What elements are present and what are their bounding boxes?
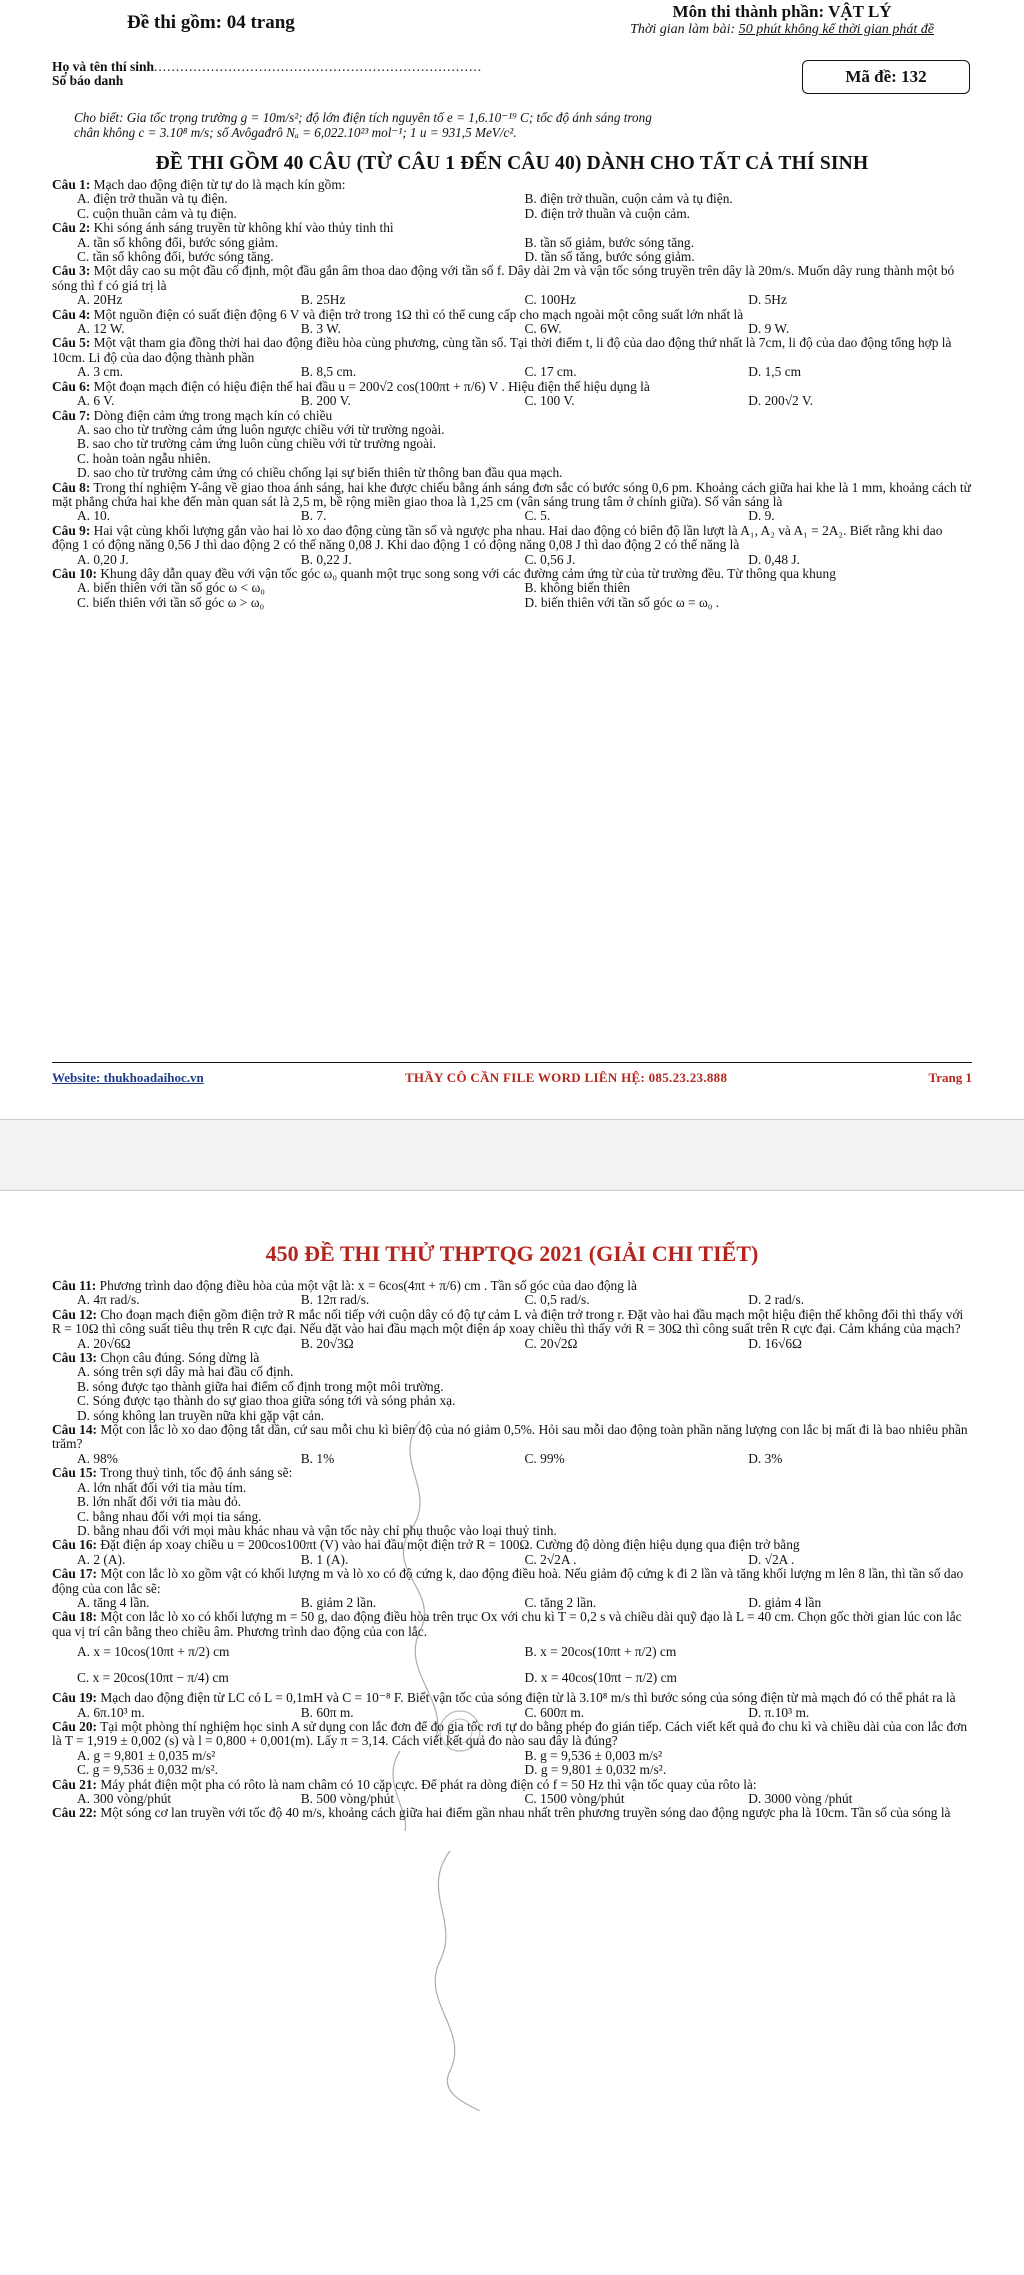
sbd-label: Số báo danh <box>52 73 124 88</box>
question-text: Hai vật cùng khối lượng gắn vào hai lò xo dao động cùng tần số và ngược pha nhau. Hai dao động có biên độ lần lượt là A₁, A₂ và A₁ = 2A₂. Biết rằng khi dao động 1 có động năng 0,56 J thì dao động 2 có thế năng 0,08 J. Khi dao động 1 có động năng 0,08 J thì dao động 2 có thế năng là <box>52 522 943 553</box>
question <box>52 1466 972 1538</box>
answer-option[interactable]: B. 200 V. <box>300 393 351 409</box>
answer-option[interactable]: B. sóng được tạo thành giữa hai điểm cố định trong một môi trường. <box>77 1378 444 1394</box>
question-number: Câu 20: <box>52 1718 98 1734</box>
answer-option[interactable]: A. 20√6Ω <box>77 1335 131 1351</box>
question-stem <box>52 221 972 235</box>
question-number: Câu 5: <box>52 335 91 351</box>
answer-options <box>77 1293 972 1307</box>
contact-note: THẦY CÔ CẦN FILE WORD LIÊN HỆ: 085.23.23.888 <box>404 1070 728 1085</box>
question-stem <box>52 567 972 581</box>
page-footer <box>52 1062 972 1086</box>
answer-options <box>77 1665 972 1691</box>
answer-option[interactable]: A. 300 vòng/phút <box>77 1791 172 1806</box>
answer-option[interactable]: B. 12π rad/s. <box>300 1292 370 1308</box>
candidate-info <box>52 60 482 94</box>
question-text: Khung dây dẫn quay đều với vận tốc góc ω₀ quanh một trục song song với các đường cảm ứng từ của từ trường đều. Từ thông qua khung <box>97 565 836 581</box>
question-text: Một con lắc lò xo có khối lượng m = 50 g, dao động điều hòa trên trục Ox với chu kì T = 0,2 s và chiều dài quỹ đạo là L = 40 cm. Chọn gốc thời gian lúc con lắc qua vị trí cân bằng theo chiều âm. Phương trình dao động của con lắc. <box>52 1609 962 1639</box>
answer-option[interactable]: D. biến thiên với tần số góc ω = ω₀ . <box>524 594 720 610</box>
question <box>52 1691 972 1720</box>
answer-option[interactable]: A. biến thiên với tần số góc ω < ω₀ <box>77 580 265 596</box>
answer-option[interactable]: D. 16√6Ω <box>748 1335 803 1351</box>
answer-option[interactable]: C. 5. <box>524 508 551 524</box>
question-number: Câu 22: <box>52 1805 98 1821</box>
answer-options <box>77 293 972 307</box>
question <box>52 178 972 221</box>
question-number: Câu 13: <box>52 1350 98 1366</box>
answer-option[interactable]: C. bằng nhau đối với mọi tia sáng. <box>77 1508 262 1524</box>
answer-option[interactable]: A. 6π.10³ m. <box>77 1704 145 1720</box>
answer-option[interactable]: B. 8,5 cm. <box>300 364 357 380</box>
question-number: Câu 8: <box>52 479 91 495</box>
name-dots: ........................................................................... <box>154 59 483 74</box>
question-text: Tại một phòng thí nghiệm học sinh A sử dụng con lắc đơn để đo gia tốc rơi tự do bằng phép đo gián tiếp. Cách viết kết quả đo chu kì và chiều dài của con lắc đơn là T = 1,919 ± 0,002 (s) và l = 0,800 + 0,001(m). Lấy π = 3,14. Cách viết kết quả đo nào sau đây là đúng? <box>52 1718 968 1749</box>
answer-option[interactable]: B. 25Hz <box>300 292 346 308</box>
answer-option[interactable]: D. 2 rad/s. <box>748 1292 805 1308</box>
answer-option[interactable]: B. không biến thiên <box>524 580 631 596</box>
page-number: Trang 1 <box>928 1070 972 1085</box>
answer-options <box>77 1596 972 1610</box>
question-number: Câu 14: <box>52 1422 98 1438</box>
question-number: Câu 21: <box>52 1776 98 1792</box>
question-list-page-1 <box>52 178 972 610</box>
exam-header <box>52 0 972 38</box>
question-number: Câu 16: <box>52 1537 98 1553</box>
answer-options <box>77 236 972 250</box>
candidate-row <box>52 60 972 94</box>
answer-option[interactable]: D. π.10³ m. <box>748 1704 810 1720</box>
answer-option[interactable]: A. x = 10cos(10πt + π/2) cm <box>77 1644 230 1660</box>
page-count: Đề thi gồm: 04 trang <box>127 12 295 33</box>
question-text: Một nguồn điện có suất điện động 6 V và điện trở trong 1Ω thì có thể cung cấp cho mạch ngoài một công suất lớn nhất là <box>90 306 744 322</box>
exam-page-1 <box>0 0 1024 1120</box>
answer-option[interactable]: D. 5Hz <box>748 292 787 308</box>
answer-option[interactable]: B. g = 9,536 ± 0,003 m/s² <box>524 1747 663 1763</box>
answer-option[interactable]: B. tần số giảm, bước sóng tăng. <box>524 234 694 250</box>
page-gap <box>0 1120 1024 1190</box>
answer-option[interactable]: C. 6W. <box>524 321 562 337</box>
question-stem <box>52 1308 972 1337</box>
question <box>52 1720 972 1778</box>
answer-option[interactable]: D. 3000 vòng /phút <box>748 1791 853 1806</box>
answer-options <box>77 1639 972 1665</box>
question <box>52 1423 972 1466</box>
question-stem <box>52 1806 972 1820</box>
question-number: Câu 6: <box>52 378 91 394</box>
question <box>52 567 972 610</box>
answer-option[interactable]: D. 9 W. <box>748 321 790 337</box>
answer-option[interactable]: A. 0,20 J. <box>77 551 129 567</box>
question-list-page-2 <box>52 1279 972 1821</box>
question-stem <box>52 1279 972 1293</box>
question-text: Phương trình dao động điều hòa của một vật là: x = 6cos(4πt + π/6) cm . Tần số góc của dao động là <box>96 1278 637 1293</box>
answer-option[interactable]: A. 3 cm. <box>77 364 124 380</box>
question-text: Một vật tham gia đồng thời hai dao động điều hòa cùng phương, cùng tần số. Tại thời điểm t, li độ của dao động thứ nhất là 7cm, li độ của dao động tổng hợp là 10cm. Li độ của dao động thành phần <box>52 335 952 365</box>
given-line-1: Cho biết: Gia tốc trọng trường g = 10m/s²; độ lớn điện tích nguyên tố e = 1,6.10⁻¹⁹ C; tốc độ ánh sáng trong <box>74 110 652 125</box>
answer-option[interactable]: C. g = 9,536 ± 0,032 m/s². <box>77 1762 218 1778</box>
answer-option[interactable]: A. 20Hz <box>77 292 123 308</box>
answer-option[interactable]: B. 1% <box>300 1450 335 1466</box>
answer-option[interactable]: A. 98% <box>77 1450 118 1466</box>
answer-options <box>77 394 972 408</box>
answer-option[interactable]: B. 0,22 J. <box>300 551 352 567</box>
answer-option[interactable]: B. điện trở thuần, cuộn cảm và tụ điện. <box>524 191 733 207</box>
question-text: Dòng điện cảm ứng trong mạch kín có chiều <box>90 407 333 423</box>
answer-option[interactable]: A. điện trở thuần và tụ điện. <box>77 191 228 207</box>
answer-options <box>77 1763 972 1777</box>
question-stem <box>52 336 972 365</box>
answer-option[interactable]: B. giảm 2 lần. <box>300 1594 377 1610</box>
question <box>52 1806 972 1820</box>
question-text: Trong thuỷ tinh, tốc độ ánh sáng sẽ: <box>97 1465 293 1481</box>
question-number: Câu 7: <box>52 407 91 423</box>
answer-option[interactable]: C. cuộn thuần cảm và tụ điện. <box>77 205 237 221</box>
answer-option[interactable]: C. tăng 2 lần. <box>524 1594 597 1610</box>
question <box>52 221 972 264</box>
question-number: Câu 15: <box>52 1465 98 1481</box>
answer-option[interactable]: A. tần số không đổi, bước sóng giảm. <box>77 234 279 250</box>
answer-option[interactable]: C. 0,5 rad/s. <box>524 1292 590 1308</box>
question-stem <box>52 1778 972 1792</box>
question-stem <box>52 1538 972 1552</box>
answer-option[interactable]: D. 200√2 V. <box>748 393 814 409</box>
question-stem <box>52 1351 972 1365</box>
answer-option[interactable]: D. √2A . <box>748 1551 795 1567</box>
question-number: Câu 12: <box>52 1306 98 1322</box>
section-title: ĐỀ THI GỒM 40 CÂU (TỪ CÂU 1 ĐẾN CÂU 40) DÀNH CHO TẤT CẢ THÍ SINH <box>155 153 869 174</box>
question-text: Một sóng cơ lan truyền với tốc độ 40 m/s, khoảng cách giữa hai điểm gần nhau nhất trên phương truyền sóng dao động ngược pha là 10cm. Tần số của sóng là <box>97 1805 951 1821</box>
question <box>52 264 972 307</box>
answer-option[interactable]: B. lớn nhất đối với tia màu đỏ. <box>77 1494 242 1510</box>
answer-option[interactable]: C. Sóng được tạo thành do sự giao thoa giữa sóng tới và sóng phản xạ. <box>77 1393 456 1409</box>
question <box>52 481 972 524</box>
question-number: Câu 11: <box>52 1278 97 1293</box>
question-number: Câu 10: <box>52 565 98 581</box>
time-prefix: Thời gian làm bài: <box>630 22 739 37</box>
answer-option[interactable]: C. biến thiên với tần số góc ω > ω₀ <box>77 594 265 610</box>
question-text: Mạch dao động điện từ LC có L = 0,1mH và C = 10⁻⁸ F. Biết vận tốc của sóng điện từ là 3.10⁸ m/s thì bước sóng của sóng điện từ mà mạch đó có thể phát ra là <box>97 1690 956 1706</box>
answer-option[interactable]: A. 4π rad/s. <box>77 1292 140 1308</box>
answer-options <box>77 207 972 221</box>
given-line-2: chân không c = 3.10⁸ m/s; số Avôgađrô Nₐ = 6,022.10²³ mol⁻¹; 1 u = 931,5 MeV/c². <box>74 125 517 140</box>
question <box>52 380 972 409</box>
question-text: Mạch dao động điện từ tự do là mạch kín gồm: <box>90 177 346 192</box>
answer-option[interactable]: D. 9. <box>748 508 775 524</box>
question-stem <box>52 409 972 423</box>
question-text: Chọn câu đúng. Sóng dừng là <box>97 1350 260 1366</box>
answer-option[interactable]: C. 2√2A . <box>524 1551 577 1567</box>
answer-option[interactable]: B. 500 vòng/phút <box>300 1791 395 1806</box>
answer-options <box>77 581 972 595</box>
answer-options <box>77 553 972 567</box>
answer-options <box>77 509 972 523</box>
answer-option[interactable]: A. tăng 4 lần. <box>77 1594 150 1610</box>
answer-option[interactable]: C. x = 20cos(10πt − π/4) cm <box>77 1670 229 1686</box>
answer-option[interactable]: B. sao cho từ trường cảm ứng luôn cùng chiều với từ trường ngoài. <box>77 436 437 452</box>
answer-options <box>77 1749 972 1763</box>
question-stem <box>52 1610 972 1639</box>
answer-options <box>77 1337 972 1351</box>
answer-option[interactable]: B. 20√3Ω <box>300 1335 354 1351</box>
answer-option[interactable]: D. 3% <box>748 1450 783 1466</box>
answer-options <box>77 1792 972 1806</box>
given-constants <box>74 110 972 140</box>
question-stem <box>52 1691 972 1705</box>
answer-option[interactable]: D. điện trở thuần và cuộn cảm. <box>524 205 690 221</box>
answer-option[interactable]: D. x = 40cos(10πt − π/2) cm <box>524 1670 677 1686</box>
question <box>52 1351 972 1423</box>
question-stem <box>52 1466 972 1480</box>
question-text: Một con lắc lò xo dao động tắt dần, cứ sau mỗi chu kì biên độ của nó giảm 0,5%. Hỏi sau mỗi dao động toàn phần năng lượng con lắc bị mất đi là bao nhiêu phần trăm? <box>52 1422 968 1452</box>
answer-option[interactable]: B. 3 W. <box>300 321 341 337</box>
answer-option[interactable]: B. 60π m. <box>300 1704 354 1720</box>
answer-option[interactable]: A. 6 V. <box>77 393 115 409</box>
question-stem <box>52 1567 972 1596</box>
answer-option[interactable]: C. 100 V. <box>524 393 575 409</box>
answer-option[interactable]: D. giảm 4 lần <box>748 1594 822 1610</box>
question <box>52 409 972 481</box>
answer-option[interactable]: A. g = 9,801 ± 0,035 m/s² <box>77 1747 216 1763</box>
answer-option[interactable]: A. lớn nhất đối với tia màu tím. <box>77 1479 247 1495</box>
answer-option[interactable]: B. 1 (A). <box>300 1551 349 1567</box>
question <box>52 1538 972 1567</box>
answer-options <box>77 1452 972 1466</box>
question <box>52 1279 972 1308</box>
question-text: Khi sóng ánh sáng truyền từ không khí vào thủy tinh thì <box>90 220 394 236</box>
question-number: Câu 4: <box>52 306 91 322</box>
question-text: Một dây cao su một đầu cố định, một đầu gắn âm thoa dao động với tần số f. Dây dài 2m và vận tốc sóng truyền trên dây là 20m/s. Muốn dây rung thành một bó sóng thì f có giá trị là <box>52 263 955 293</box>
answer-option[interactable]: C. tần số không đổi, bước sóng tăng. <box>77 249 274 265</box>
subject-block <box>630 2 934 38</box>
answer-options <box>77 1706 972 1720</box>
series-title: 450 ĐỀ THI THỬ THPTQG 2021 (GIẢI CHI TIẾT) <box>265 1241 759 1266</box>
question <box>52 308 972 337</box>
question-text: Một con lắc lò xo gồm vật có khối lượng m và lò xo có độ cứng k, dao động điều hoà. Nếu giảm độ cứng k đi 2 lần và tăng khối lượng m lên 8 lần, thì tần số dao động của con lắc sẽ: <box>52 1566 964 1596</box>
answer-option[interactable]: D. 1,5 cm <box>748 364 802 380</box>
question-stem <box>52 524 972 553</box>
answer-option[interactable]: C. 100Hz <box>524 292 576 308</box>
answer-option[interactable]: A. sóng trên sợi dây mà hai đầu cố định. <box>77 1364 294 1380</box>
question <box>52 1778 972 1807</box>
question-stem <box>52 1720 972 1749</box>
answer-option[interactable]: C. 0,56 J. <box>524 551 576 567</box>
time-detail: 50 phút không kể thời gian phát đề <box>738 22 934 37</box>
exam-page-2 <box>0 1190 1024 2275</box>
question-number: Câu 1: <box>52 177 91 192</box>
question-stem <box>52 380 972 394</box>
answer-options <box>77 1553 972 1567</box>
answer-option[interactable]: D. sóng không lan truyền nữa khi gặp vật cản. <box>77 1407 325 1423</box>
question-stem <box>52 481 972 510</box>
question <box>52 1567 972 1610</box>
answer-option[interactable]: B. 7. <box>300 508 327 524</box>
answer-option[interactable]: A. 12 W. <box>77 321 125 337</box>
answer-option[interactable]: C. 17 cm. <box>524 364 577 380</box>
answer-options <box>77 596 972 610</box>
answer-option[interactable]: C. 20√2Ω <box>524 1335 578 1351</box>
answer-option[interactable]: D. 0,48 J. <box>748 551 800 567</box>
question-number: Câu 17: <box>52 1566 98 1582</box>
answer-option[interactable]: D. g = 9,801 ± 0,032 m/s². <box>524 1762 667 1778</box>
website-link[interactable]: Website: thukhoadaihoc.vn <box>52 1070 204 1085</box>
question-number: Câu 3: <box>52 263 91 279</box>
question <box>52 1610 972 1691</box>
question-number: Câu 19: <box>52 1690 98 1706</box>
question-text: Máy phát điện một pha có rôto là nam châm có 10 cặp cực. Để phát ra dòng điện có f = 50 Hz thì vận tốc quay của rôto là: <box>97 1776 757 1792</box>
answer-option[interactable]: D. sao cho từ trường cảm ứng có chiều chống lại sự biến thiên từ thông ban đầu qua mạch. <box>77 465 563 481</box>
answer-option[interactable]: D. bằng nhau đối với mọi màu khác nhau và vận tốc này chỉ phụ thuộc vào loại thuỷ tinh. <box>77 1522 557 1538</box>
question <box>52 336 972 379</box>
question <box>52 1308 972 1351</box>
question-text: Trong thí nghiệm Y-âng về giao thoa ánh sáng, hai khe được chiếu bằng ánh sáng đơn sắc có bước sóng 0,6 pm. Khoảng cách giữa hai khe là 1 mm, khoảng cách từ mặt phẳng chứa hai khe đến màn quan sát là 2,5 m, bề rộng miền giao thoa là 1,25 cm (vân sáng trung tâm ở chính giữa). Số vân sáng là <box>52 479 971 509</box>
name-label: Họ và tên thí sinh <box>52 59 155 74</box>
question-number: Câu 18: <box>52 1609 98 1625</box>
question-number: Câu 9: <box>52 522 91 538</box>
question-stem <box>52 308 972 322</box>
question-text: Cho đoạn mạch điện gồm điện trở R mắc nối tiếp với cuộn dây có độ tự cảm L và điện trở trong r. Đặt vào hai đầu mạch một hiệu điện thế không đổi thì thấy với R = 10Ω thì công suất tiêu thụ trên R cực đại. Nếu đặt vào hai đầu mạch một điện áp xoay chiều thì thấy với R = 30Ω thì công suất trên R cực đại. Cảm kháng của mạch? <box>52 1306 964 1337</box>
answer-option[interactable]: B. x = 20cos(10πt + π/2) cm <box>524 1644 677 1660</box>
question-text: Đặt điện áp xoay chiều u = 200cos100πt (V) vào hai đầu một điện trở R = 100Ω. Cường độ dòng điện hiệu dụng qua điện trở bằng <box>97 1537 800 1553</box>
answer-option[interactable]: A. 2 (A). <box>77 1551 126 1567</box>
answer-option[interactable]: D. tần số tăng, bước sóng giảm. <box>524 249 695 265</box>
time-limit <box>630 22 934 38</box>
answer-option[interactable]: C. 1500 vòng/phút <box>524 1791 625 1806</box>
answer-option[interactable]: C. 600π m. <box>524 1704 585 1720</box>
answer-options <box>77 365 972 379</box>
question-stem <box>52 178 972 192</box>
answer-options <box>77 322 972 336</box>
question-number: Câu 2: <box>52 220 91 236</box>
answer-option[interactable]: A. 10. <box>77 508 111 524</box>
answer-option[interactable]: A. sao cho từ trường cảm ứng luôn ngược chiều với từ trường ngoài. <box>77 421 445 437</box>
question <box>52 524 972 567</box>
answer-options <box>77 192 972 206</box>
answer-options <box>77 250 972 264</box>
exam-code-box: Mã đề: 132 <box>802 60 970 94</box>
question-text: Một đoạn mạch điện có hiệu điện thế hai đầu u = 200√2 cos(100πt + π/6) V . Hiệu điện thế hiệu dụng là <box>90 378 650 394</box>
question-stem <box>52 1423 972 1452</box>
subject-title: Môn thi thành phần: VẬT LÝ <box>672 2 892 21</box>
answer-option[interactable]: C. 99% <box>524 1450 565 1466</box>
question-stem <box>52 264 972 293</box>
answer-option[interactable]: C. hoàn toàn ngẫu nhiên. <box>77 450 211 466</box>
